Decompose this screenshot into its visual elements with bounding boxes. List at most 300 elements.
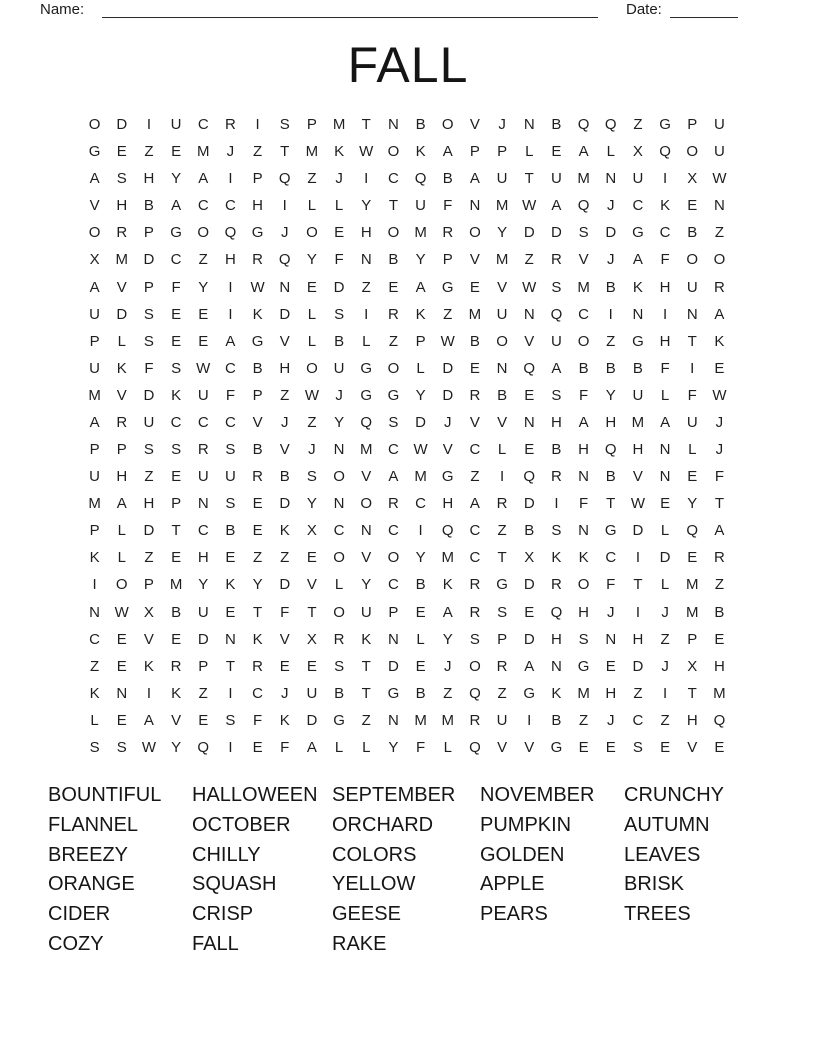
- grid-letter: G: [632, 224, 644, 242]
- grid-letter: U: [89, 468, 100, 486]
- grid-letter: W: [440, 332, 455, 350]
- grid-letter: O: [686, 251, 699, 269]
- grid-letter: F: [660, 359, 670, 377]
- grid-letter: Y: [306, 495, 317, 513]
- grid-letter: O: [387, 143, 400, 161]
- grid-letter: I: [364, 305, 369, 323]
- grid-letter: L: [416, 630, 425, 648]
- grid-letter: N: [605, 170, 617, 188]
- grid-letter: E: [198, 711, 209, 729]
- date-input-line[interactable]: [670, 17, 738, 18]
- grid-letter: A: [578, 413, 589, 431]
- grid-letter: U: [197, 468, 209, 486]
- grid-letter: V: [442, 441, 453, 459]
- grid-letter: J: [280, 684, 289, 702]
- word-list-item: ORANGE: [48, 873, 135, 896]
- grid-letter: L: [117, 549, 126, 567]
- word-list-item: BRISK: [624, 873, 685, 896]
- grid-letter: S: [334, 305, 345, 323]
- grid-letter: E: [714, 738, 725, 756]
- grid-letter: A: [442, 143, 453, 161]
- puzzle-title: FALL: [347, 37, 469, 93]
- grid-letter: S: [632, 738, 643, 756]
- grid-letter: P: [198, 657, 209, 675]
- grid-letter: Q: [713, 711, 726, 729]
- grid-letter: D: [143, 386, 155, 404]
- grid-letter: V: [279, 332, 290, 350]
- grid-letter: M: [495, 197, 509, 215]
- grid-letter: M: [359, 441, 373, 459]
- grid-letter: M: [631, 413, 645, 431]
- grid-letter: K: [442, 576, 453, 594]
- grid-letter: A: [225, 332, 236, 350]
- grid-letter: E: [687, 197, 698, 215]
- grid-letter: E: [660, 738, 671, 756]
- grid-letter: M: [88, 386, 101, 404]
- grid-letter: M: [414, 224, 427, 242]
- grid-letter: C: [252, 684, 263, 702]
- grid-letter: J: [280, 413, 289, 431]
- word-list-item: CRUNCHY: [624, 784, 724, 806]
- grid-letter: D: [523, 630, 535, 648]
- grid-letter: M: [414, 468, 427, 486]
- grid-letter: S: [306, 468, 317, 486]
- grid-letter: H: [550, 630, 562, 648]
- grid-letter: T: [633, 576, 643, 594]
- grid-letter: S: [551, 278, 562, 296]
- grid-letter: K: [279, 522, 290, 540]
- grid-letter: R: [170, 657, 182, 675]
- grid-letter: H: [713, 657, 725, 675]
- grid-letter: T: [252, 603, 263, 621]
- grid-letter: D: [279, 305, 291, 323]
- grid-letter: O: [469, 657, 481, 675]
- grid-letter: S: [578, 630, 589, 648]
- grid-letter: B: [497, 386, 508, 404]
- grid-letter: H: [143, 495, 155, 513]
- grid-letter: O: [686, 143, 699, 161]
- grid-letter: R: [387, 305, 399, 323]
- grid-letter: B: [687, 224, 698, 242]
- grid-letter: G: [632, 332, 644, 350]
- name-input-line[interactable]: [102, 17, 598, 18]
- grid-letter: P: [89, 522, 100, 540]
- name-label: Name:: [40, 1, 85, 18]
- grid-letter: U: [89, 305, 100, 323]
- grid-letter: J: [280, 224, 289, 242]
- grid-letter: J: [226, 143, 235, 161]
- grid-letter: X: [306, 522, 317, 540]
- grid-letter: A: [89, 413, 100, 431]
- grid-letter: Z: [578, 711, 589, 729]
- grid-letter: A: [714, 522, 725, 540]
- grid-letter: O: [88, 224, 101, 242]
- grid-letter: G: [577, 657, 590, 675]
- grid-letter: Z: [89, 657, 100, 675]
- grid-letter: H: [197, 549, 209, 567]
- word-list-column: [48, 781, 161, 960]
- grid-letter: H: [605, 413, 617, 431]
- grid-letter: U: [686, 413, 698, 431]
- grid-letter: W: [630, 495, 645, 513]
- grid-letter: X: [524, 549, 535, 567]
- grid-letter: D: [279, 495, 291, 513]
- grid-letter: N: [659, 441, 671, 459]
- grid-letter: S: [116, 170, 127, 188]
- grid-letter: V: [469, 251, 480, 269]
- grid-letter: Q: [604, 116, 617, 134]
- word-list-item: GOLDEN: [480, 843, 565, 866]
- grid-letter: E: [687, 468, 698, 486]
- grid-letter: Y: [306, 251, 317, 269]
- grid-letter: F: [280, 603, 290, 621]
- grid-letter: H: [550, 413, 562, 431]
- grid-letter: O: [577, 332, 590, 350]
- grid-letter: D: [306, 711, 318, 729]
- grid-letter: N: [496, 359, 508, 377]
- grid-letter: Z: [252, 549, 263, 567]
- grid-letter: L: [362, 332, 371, 350]
- grid-letter: D: [387, 657, 399, 675]
- grid-letter: F: [687, 386, 697, 404]
- grid-letter: V: [171, 711, 182, 729]
- grid-letter: V: [469, 116, 480, 134]
- grid-letter: E: [714, 630, 725, 648]
- word-list-column: [332, 781, 455, 960]
- grid-letter: T: [687, 684, 697, 702]
- grid-letter: O: [469, 224, 481, 242]
- grid-letter: P: [143, 278, 154, 296]
- grid-letter: V: [279, 630, 290, 648]
- grid-letter: U: [632, 386, 644, 404]
- word-list-item: GEESE: [332, 903, 401, 926]
- grid-letter: U: [632, 170, 644, 188]
- grid-letter: C: [224, 413, 236, 431]
- grid-letter: E: [388, 278, 399, 296]
- grid-letter: I: [527, 711, 532, 729]
- grid-letter: B: [225, 522, 236, 540]
- grid-letter: C: [469, 549, 481, 567]
- grid-letter: B: [388, 251, 399, 269]
- grid-letter: Q: [523, 468, 536, 486]
- grid-letter: V: [361, 549, 372, 567]
- grid-letter: T: [225, 657, 235, 675]
- grid-letter: H: [632, 441, 644, 459]
- grid-letter: X: [306, 630, 317, 648]
- grid-letter: O: [88, 116, 101, 134]
- grid-letter: B: [415, 576, 426, 594]
- grid-letter: F: [415, 738, 426, 756]
- grid-letter: Y: [497, 224, 508, 242]
- grid-letter: P: [143, 224, 154, 242]
- grid-letter: D: [143, 522, 155, 540]
- grid-letter: A: [469, 495, 480, 513]
- grid-letter: U: [333, 359, 345, 377]
- grid-letter: J: [443, 413, 452, 431]
- grid-letter: Z: [144, 468, 154, 486]
- grid-letter: L: [307, 305, 317, 323]
- grid-letter: N: [333, 441, 345, 459]
- grid-letter: W: [522, 278, 537, 296]
- grid-letter: P: [497, 630, 508, 648]
- grid-letter: I: [364, 170, 369, 188]
- word-list-item: PUMPKIN: [480, 813, 572, 836]
- grid-letter: B: [605, 278, 616, 296]
- word-list-item: RAKE: [332, 932, 387, 955]
- grid-letter: L: [90, 711, 99, 729]
- grid-letter: L: [525, 143, 534, 161]
- grid-letter: L: [416, 359, 425, 377]
- grid-letter: T: [524, 170, 534, 188]
- grid-letter: Y: [171, 738, 182, 756]
- grid-letter: M: [577, 278, 590, 296]
- grid-letter: R: [469, 386, 481, 404]
- grid-letter: T: [606, 495, 616, 513]
- grid-letter: I: [146, 116, 151, 134]
- grid-letter: Y: [605, 386, 616, 404]
- grid-letter: B: [334, 332, 345, 350]
- grid-letter: R: [252, 468, 263, 486]
- grid-letter: Q: [360, 413, 373, 431]
- grid-letter: U: [713, 116, 725, 134]
- grid-letter: G: [523, 684, 536, 702]
- grid-letter: Z: [144, 549, 154, 567]
- grid-letter: Q: [550, 305, 563, 323]
- grid-letter: K: [714, 332, 725, 350]
- grid-letter: S: [89, 738, 100, 756]
- grid-letter: L: [334, 197, 344, 215]
- grid-letter: K: [279, 711, 290, 729]
- grid-letter: P: [497, 143, 508, 161]
- word-list-item: ORCHARD: [332, 813, 434, 836]
- grid-letter: Y: [252, 576, 263, 594]
- grid-letter: P: [252, 170, 263, 188]
- grid-letter: H: [578, 441, 589, 459]
- word-list-item: COLORS: [332, 843, 417, 866]
- grid-letter: E: [116, 711, 127, 729]
- grid-letter: I: [146, 684, 151, 702]
- grid-letter: I: [608, 305, 613, 323]
- grid-letter: E: [279, 657, 290, 675]
- grid-letter: C: [197, 413, 209, 431]
- grid-letter: J: [715, 413, 724, 431]
- grid-letter: M: [685, 603, 699, 621]
- grid-letter: S: [551, 386, 562, 404]
- grid-letter: O: [577, 576, 590, 594]
- grid-letter: N: [197, 495, 209, 513]
- grid-letter: C: [197, 522, 209, 540]
- grid-letter: H: [116, 468, 128, 486]
- grid-letter: D: [523, 224, 535, 242]
- word-list-item: OCTOBER: [192, 813, 291, 836]
- grid-letter: K: [660, 197, 671, 215]
- grid-letter: E: [524, 386, 535, 404]
- grid-letter: F: [578, 495, 589, 513]
- grid-letter: Q: [550, 603, 563, 621]
- grid-letter: L: [606, 143, 615, 161]
- grid-letter: E: [334, 224, 345, 242]
- grid-letter: P: [388, 603, 399, 621]
- grid-letter: R: [550, 468, 562, 486]
- grid-letter: E: [252, 495, 263, 513]
- grid-letter: S: [143, 332, 154, 350]
- grid-letter: X: [687, 170, 698, 188]
- word-list-item: AUTUMN: [624, 813, 710, 836]
- grid-letter: Z: [497, 522, 507, 540]
- grid-letter: O: [333, 468, 345, 486]
- grid-letter: Z: [144, 143, 154, 161]
- grid-letter: U: [550, 332, 562, 350]
- grid-letter: X: [632, 143, 643, 161]
- word-list-item: SQUASH: [192, 873, 277, 896]
- grid-letter: L: [688, 441, 697, 459]
- grid-letter: H: [143, 170, 155, 188]
- grid-letter: N: [360, 522, 372, 540]
- grid-letter: J: [606, 711, 615, 729]
- grid-letter: H: [632, 630, 644, 648]
- grid-letter: B: [578, 359, 589, 377]
- word-list-item: CHILLY: [192, 843, 261, 866]
- grid-letter: Z: [280, 549, 290, 567]
- grid-letter: J: [661, 603, 669, 621]
- grid-letter: Z: [443, 684, 453, 702]
- grid-letter: V: [497, 413, 508, 431]
- grid-letter: E: [551, 143, 562, 161]
- grid-letter: E: [714, 359, 725, 377]
- grid-letter: S: [388, 413, 399, 431]
- grid-letter: K: [116, 359, 127, 377]
- word-list-column: [192, 781, 318, 960]
- grid-letter: E: [171, 332, 182, 350]
- grid-letter: Y: [198, 278, 209, 296]
- grid-letter: Y: [687, 495, 698, 513]
- grid-letter: W: [712, 386, 727, 404]
- grid-letter: K: [361, 630, 372, 648]
- word-list-column: [624, 781, 724, 930]
- grid-letter: F: [714, 468, 724, 486]
- grid-letter: G: [387, 386, 400, 404]
- grid-letter: R: [469, 711, 481, 729]
- grid-letter: A: [89, 278, 100, 296]
- grid-letter: C: [89, 630, 100, 648]
- grid-letter: N: [605, 630, 617, 648]
- grid-letter: R: [442, 224, 454, 242]
- grid-letter: K: [632, 278, 643, 296]
- grid-letter: T: [361, 684, 371, 702]
- grid-letter: Y: [415, 386, 426, 404]
- grid-letter: G: [88, 143, 101, 161]
- grid-letter: L: [307, 332, 317, 350]
- grid-letter: S: [171, 441, 182, 459]
- grid-letter: Q: [686, 522, 699, 540]
- word-list-item: BOUNTIFUL: [48, 784, 162, 806]
- grid-letter: B: [551, 441, 562, 459]
- word-list-item: LEAVES: [624, 843, 701, 866]
- grid-letter: Q: [469, 738, 481, 756]
- grid-letter: U: [197, 603, 209, 621]
- grid-letter: Z: [633, 684, 643, 702]
- grid-letter: M: [441, 711, 454, 729]
- grid-letter: Z: [714, 576, 724, 594]
- grid-letter: Q: [414, 170, 427, 188]
- word-list-column: [480, 781, 594, 930]
- grid-letter: G: [550, 738, 563, 756]
- grid-letter: V: [89, 197, 100, 215]
- grid-letter: U: [143, 413, 155, 431]
- grid-letter: L: [660, 576, 670, 594]
- grid-letter: S: [497, 603, 508, 621]
- grid-letter: N: [632, 305, 644, 323]
- grid-letter: S: [578, 224, 589, 242]
- grid-letter: W: [712, 170, 727, 188]
- grid-letter: J: [606, 603, 615, 621]
- grid-letter: K: [551, 549, 562, 567]
- grid-letter: Z: [660, 711, 670, 729]
- grid-letter: Y: [361, 576, 372, 594]
- grid-letter: I: [635, 603, 640, 621]
- grid-letter: U: [415, 197, 426, 215]
- grid-letter: J: [443, 657, 452, 675]
- grid-letter: X: [89, 251, 100, 269]
- grid-letter: E: [306, 549, 317, 567]
- grid-letter: P: [306, 116, 317, 134]
- grid-letter: H: [686, 711, 698, 729]
- grid-letter: B: [415, 116, 426, 134]
- grid-letter: T: [687, 332, 697, 350]
- grid-letter: G: [251, 332, 264, 350]
- grid-letter: G: [604, 522, 617, 540]
- grid-letter: R: [496, 495, 508, 513]
- grid-letter: N: [523, 116, 535, 134]
- grid-letter: N: [713, 197, 725, 215]
- grid-letter: B: [279, 468, 290, 486]
- grid-letter: E: [198, 332, 209, 350]
- grid-letter: O: [360, 495, 373, 513]
- grid-letter: D: [116, 116, 128, 134]
- grid-letter: M: [577, 684, 590, 702]
- grid-letter: A: [306, 738, 317, 756]
- grid-letter: R: [469, 603, 481, 621]
- grid-letter: M: [88, 495, 101, 513]
- grid-letter: Q: [604, 441, 617, 459]
- grid-letter: K: [143, 657, 154, 675]
- grid-letter: G: [496, 576, 508, 594]
- word-list-item: CIDER: [48, 903, 111, 926]
- grid-letter: H: [659, 278, 671, 296]
- grid-letter: Z: [388, 332, 398, 350]
- grid-letter: N: [89, 603, 100, 621]
- grid-letter: Z: [198, 251, 208, 269]
- grid-letter: R: [252, 657, 263, 675]
- grid-letter: F: [334, 251, 344, 269]
- word-list-item: HALLOWEEN: [192, 784, 318, 806]
- grid-letter: W: [522, 197, 537, 215]
- grid-letter: K: [334, 143, 345, 161]
- grid-letter: C: [387, 441, 399, 459]
- grid-letter: Z: [714, 224, 724, 242]
- grid-letter: N: [279, 278, 291, 296]
- grid-letter: G: [360, 386, 373, 404]
- grid-letter: I: [690, 359, 695, 377]
- grid-letter: M: [305, 143, 319, 161]
- grid-letter: I: [499, 468, 505, 486]
- grid-letter: J: [606, 197, 615, 215]
- word-list-item: COZY: [48, 932, 104, 955]
- grid-letter: B: [143, 197, 154, 215]
- grid-letter: Z: [470, 468, 480, 486]
- grid-letter: C: [578, 305, 589, 323]
- grid-letter: E: [605, 657, 616, 675]
